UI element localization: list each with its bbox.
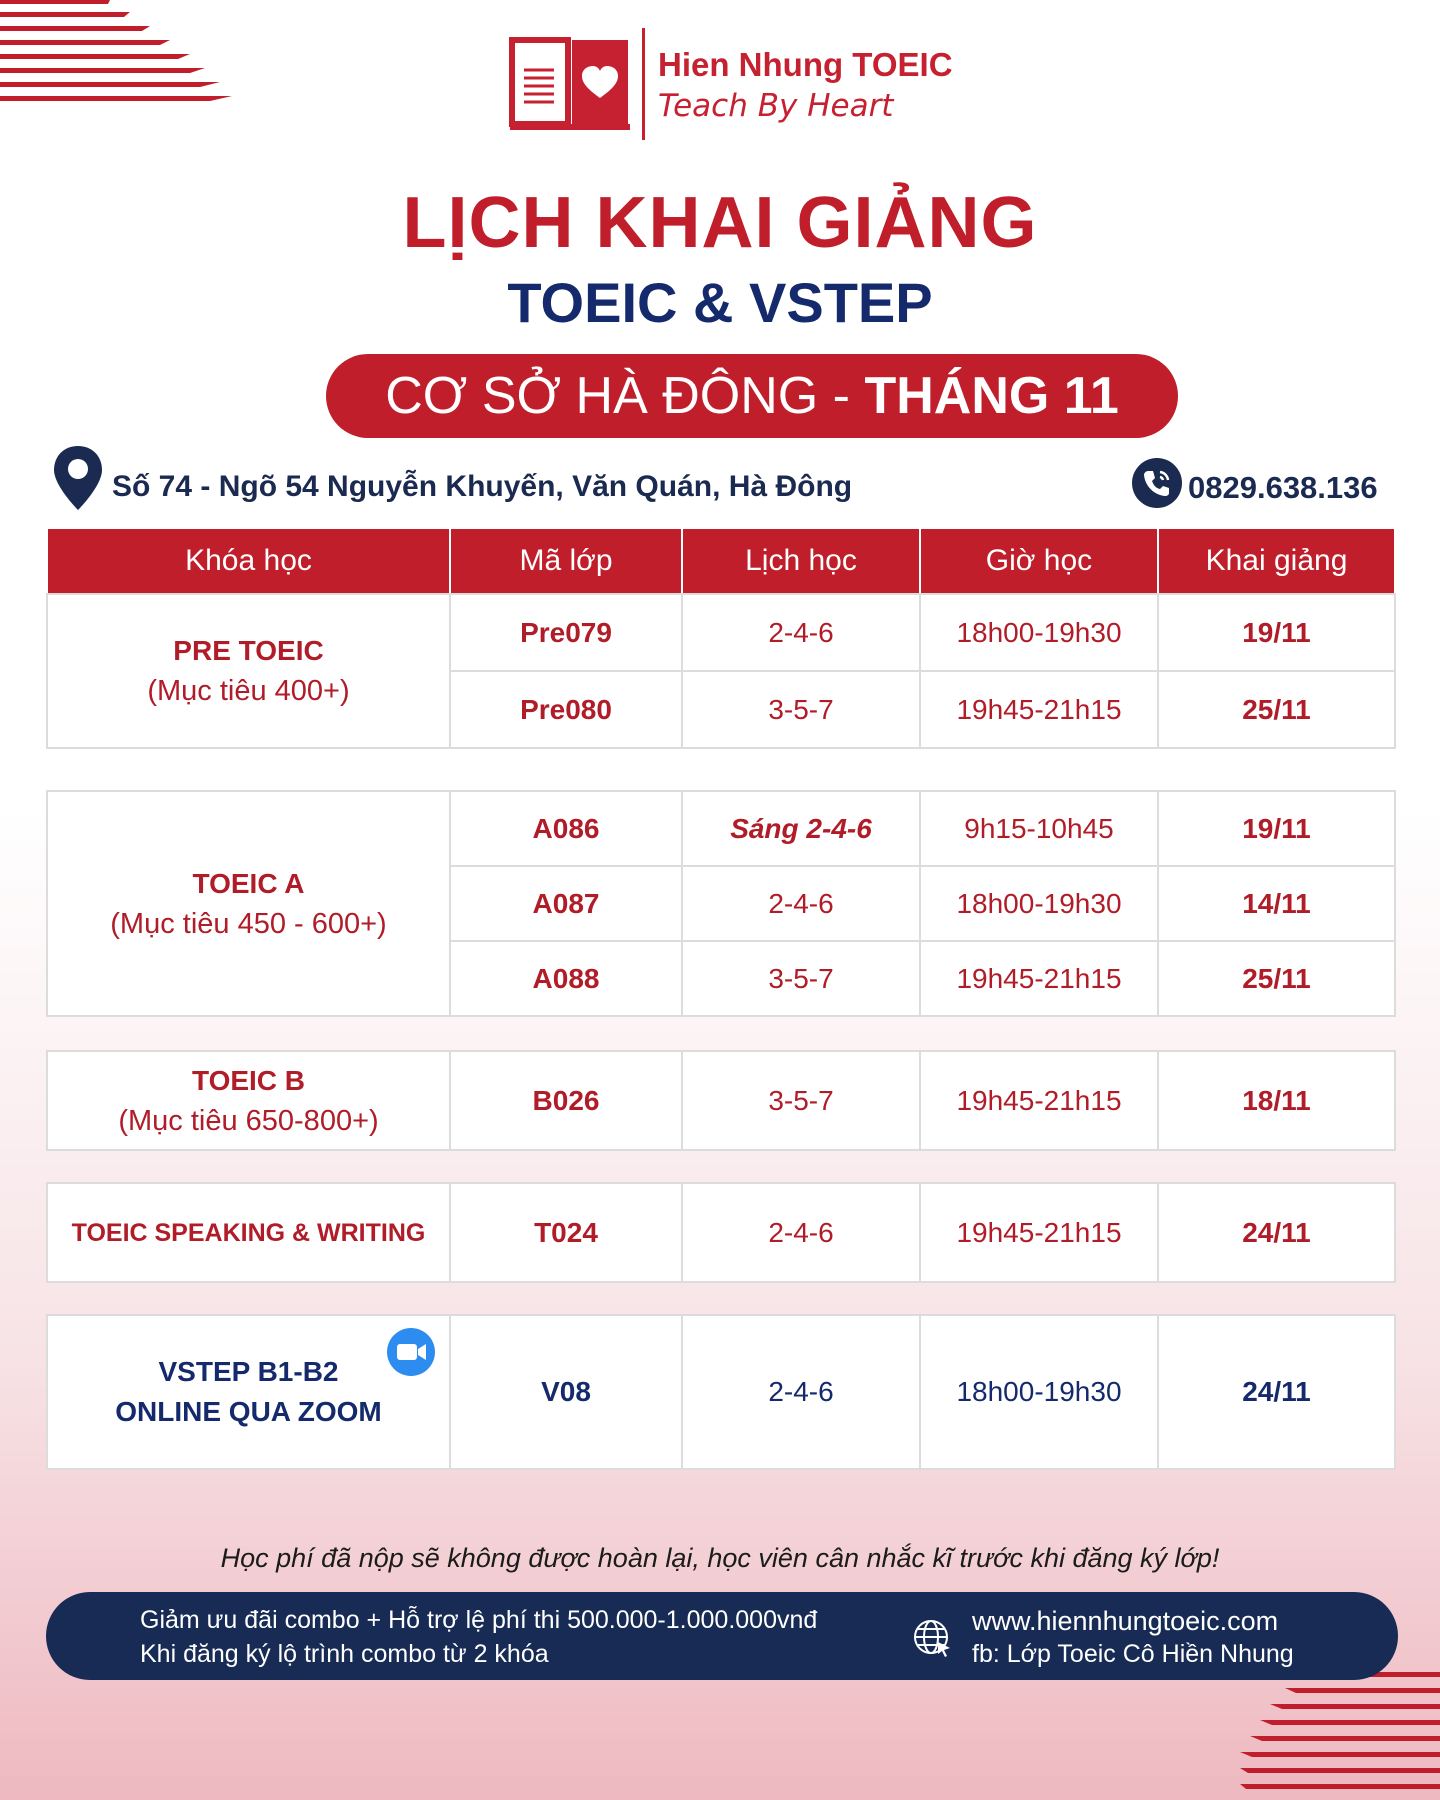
class-time: 18h00-19h30 — [920, 594, 1158, 671]
table-row — [47, 1051, 1395, 1150]
class-code: A087 — [450, 866, 682, 941]
class-code: A086 — [450, 791, 682, 866]
facebook-link[interactable]: fb: Lớp Toeic Cô Hiền Nhung — [972, 1640, 1294, 1668]
class-schedule: Sáng 2-4-6 — [682, 791, 920, 866]
globe-icon — [912, 1618, 952, 1658]
website-link[interactable]: www.hiennhungtoeic.com — [972, 1606, 1279, 1636]
promo-line-1: Giảm ưu đãi combo + Hỗ trợ lệ phí thi 500.000-1.000.000vnđ — [140, 1606, 818, 1634]
corner-stripes-top-left — [0, 0, 240, 112]
page-subtitle: TOEIC & VSTEP — [507, 271, 933, 334]
class-start-date: 19/11 — [1158, 791, 1395, 866]
location-pin-icon — [52, 444, 104, 512]
course-cell — [47, 1315, 450, 1469]
class-start-date: 24/11 — [1158, 1183, 1395, 1282]
class-time: 18h00-19h30 — [920, 1315, 1158, 1469]
table-row — [47, 791, 1395, 866]
class-start-date: 14/11 — [1158, 866, 1395, 941]
brand-tagline: Teach By Heart — [658, 88, 894, 124]
header-start-date: Khai giảng — [1158, 528, 1395, 594]
course-cell — [47, 791, 450, 1016]
course-name: TOEIC SPEAKING & WRITING — [47, 1183, 450, 1282]
refund-note: Học phí đã nộp sẽ không được hoàn lại, học viên cân nhắc kĩ trước khi đăng ký lớp! — [220, 1543, 1220, 1573]
class-start-date: 25/11 — [1158, 941, 1395, 1016]
footer-banner — [46, 1592, 1398, 1680]
class-code: Pre080 — [450, 671, 682, 748]
header-class-code: Mã lớp — [450, 528, 682, 594]
class-schedule: 2-4-6 — [682, 594, 920, 671]
class-code: A088 — [450, 941, 682, 1016]
class-schedule: 2-4-6 — [682, 866, 920, 941]
class-schedule: 3-5-7 — [682, 941, 920, 1016]
branch-month: THÁNG 11 — [864, 367, 1119, 425]
brand-name: Hien Nhung TOEIC — [658, 46, 953, 83]
class-start-date: 19/11 — [1158, 594, 1395, 671]
phone-number[interactable]: 0829.638.136 — [1188, 470, 1378, 505]
course-name-line2: ONLINE QUA ZOOM — [115, 1396, 382, 1427]
class-code: V08 — [450, 1315, 682, 1469]
header-course: Khóa học — [47, 528, 450, 594]
course-name: PRE TOEIC — [173, 635, 324, 666]
class-time: 9h15-10h45 — [920, 791, 1158, 866]
class-schedule: 3-5-7 — [682, 671, 920, 748]
branch-banner — [326, 354, 1178, 438]
course-group-speaking-writing — [46, 1182, 1396, 1283]
page-title: LỊCH KHAI GIẢNG — [402, 183, 1038, 263]
course-goal: (Mục tiêu 400+) — [147, 675, 350, 707]
class-time: 19h45-21h15 — [920, 941, 1158, 1016]
branch-name: CƠ SỞ HÀ ĐÔNG - — [385, 367, 865, 425]
class-start-date: 24/11 — [1158, 1315, 1395, 1469]
class-time: 19h45-21h15 — [920, 1051, 1158, 1150]
course-group-toeic-a — [46, 790, 1396, 1017]
zoom-video-icon — [387, 1328, 435, 1376]
course-name: TOEIC B — [191, 1064, 306, 1096]
course-cell — [47, 594, 450, 748]
course-cell — [47, 1051, 450, 1150]
course-group-toeic-b — [46, 1050, 1396, 1151]
course-goal: (Mục tiêu 650-800+) — [118, 1104, 379, 1137]
table-row — [47, 1183, 1395, 1282]
class-time: 18h00-19h30 — [920, 866, 1158, 941]
class-code: Pre079 — [450, 594, 682, 671]
logo-divider — [642, 28, 645, 140]
class-schedule: 3-5-7 — [682, 1051, 920, 1150]
course-group-pre-toeic — [46, 593, 1396, 749]
class-start-date: 25/11 — [1158, 671, 1395, 748]
course-group-vstep — [46, 1314, 1396, 1470]
corner-stripes-bottom-right — [1240, 1670, 1440, 1800]
class-code: B026 — [450, 1051, 682, 1150]
class-schedule: 2-4-6 — [682, 1315, 920, 1469]
address-text: Số 74 - Ngõ 54 Nguyễn Khuyến, Văn Quán, Hà Đông — [112, 470, 853, 503]
table-row — [47, 1315, 1395, 1469]
class-start-date: 18/11 — [1158, 1051, 1395, 1150]
promo-line-2: Khi đăng ký lộ trình combo từ 2 khóa — [140, 1640, 549, 1668]
schedule-header — [46, 527, 1396, 595]
class-code: T024 — [450, 1183, 682, 1282]
class-time: 19h45-21h15 — [920, 1183, 1158, 1282]
course-name: TOEIC A — [192, 867, 305, 899]
open-book-heart-icon — [508, 36, 632, 132]
class-time: 19h45-21h15 — [920, 671, 1158, 748]
course-goal: (Mục tiêu 450 - 600+) — [110, 907, 387, 940]
class-schedule: 2-4-6 — [682, 1183, 920, 1282]
contact-row — [52, 444, 1388, 514]
brand-logo — [508, 28, 978, 142]
table-row — [47, 594, 1395, 671]
header-time: Giờ học — [920, 528, 1158, 594]
course-name: VSTEP B1-B2 — [158, 1356, 339, 1387]
header-schedule: Lịch học — [682, 528, 920, 594]
phone-icon — [1132, 458, 1182, 508]
